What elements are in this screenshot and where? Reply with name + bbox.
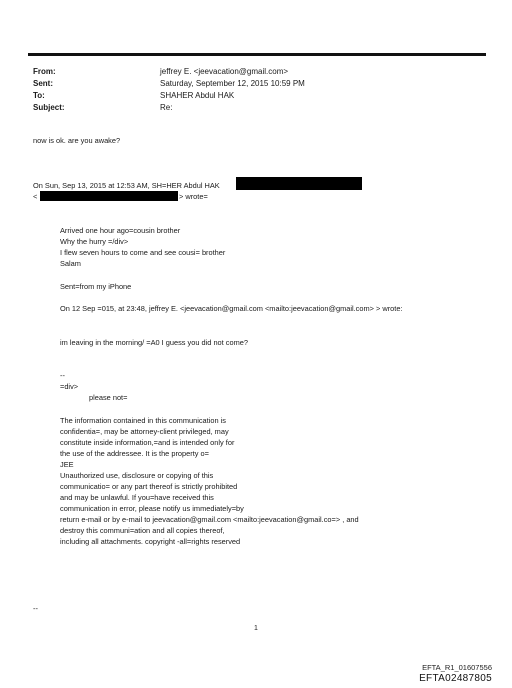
first-line: now is ok. are you awake?: [33, 136, 121, 145]
disclaimer-line: return e-mail or by e-mail to jeevacation@gmail.com <mailto:jeevacation@gmail.co=> , and: [60, 515, 359, 524]
quote-intro-line-2-suffix: > wrote=: [179, 192, 208, 201]
sent-from-line: Sent=from my iPhone: [60, 282, 132, 291]
subject-value: Re:: [160, 103, 173, 112]
redaction-box: [40, 191, 178, 201]
disclaimer-line: including all attachments. copyright -all=rights reserved: [60, 537, 241, 546]
quote-intro-line-2-prefix: <: [33, 192, 38, 201]
reply-line: Why the hurry =/div>: [60, 237, 129, 246]
disclaimer-line: communicatio= or any part thereof is strictly prohibited: [60, 482, 238, 491]
disclaimer-line: and may be unlawful. If you=have received this: [60, 493, 214, 502]
footer-ref-1: EFTA_R1_01607556: [422, 663, 492, 672]
subject-label: Subject:: [33, 103, 65, 112]
quote-intro-line-1: On Sun, Sep 13, 2015 at 12:53 AM, SH=HER Abdul HAK: [33, 181, 220, 190]
nested-message-line: im leaving in the morning/ =A0 I guess you did not come?: [60, 338, 248, 347]
div-line: =div>: [60, 382, 79, 391]
disclaimer-line: the use of the addressee. It is the property o=: [60, 449, 209, 458]
dashes-separator: --: [33, 604, 38, 613]
disclaimer-line: The information contained in this communication is: [60, 416, 226, 425]
disclaimer-line: Unauthorized use, disclosure or copying of this: [60, 471, 214, 480]
disclaimer-line: confidentia=, may be attorney-client privileged, may: [60, 427, 229, 436]
sent-value: Saturday, September 12, 2015 10:59 PM: [160, 79, 305, 88]
from-value: jeffrey E. <jeevacation@gmail.com>: [160, 67, 289, 76]
sent-label: Sent:: [33, 79, 53, 88]
nested-intro-line: On 12 Sep =015, at 23:48, jeffrey E. <jeevacation@gmail.com <mailto:jeevacation@gmail.com> > wrote:: [60, 304, 403, 313]
disclaimer-line: destroy this communi=ation and all copies thereof,: [60, 526, 225, 535]
disclaimer-line: communication in error, please notify us immediately=by: [60, 504, 244, 513]
please-note-line: please not=: [89, 393, 128, 402]
header-rule: [28, 53, 486, 56]
from-label: From:: [33, 67, 56, 76]
to-label: To:: [33, 91, 45, 100]
dashes-separator: --: [60, 371, 65, 380]
page-number: 1: [254, 625, 258, 632]
disclaimer-line: constitute inside information,=and is intended only for: [60, 438, 235, 447]
footer-ref-2: EFTA02487805: [419, 673, 492, 684]
to-value: SHAHER Abdul HAK: [160, 91, 235, 100]
reply-line: I flew seven hours to come and see cousi= brother: [60, 248, 226, 257]
disclaimer-line: JEE: [60, 460, 74, 469]
redaction-box: [236, 177, 362, 190]
reply-line: Arrived one hour ago=cousin brother: [60, 226, 181, 235]
reply-line: Salam: [60, 259, 81, 268]
